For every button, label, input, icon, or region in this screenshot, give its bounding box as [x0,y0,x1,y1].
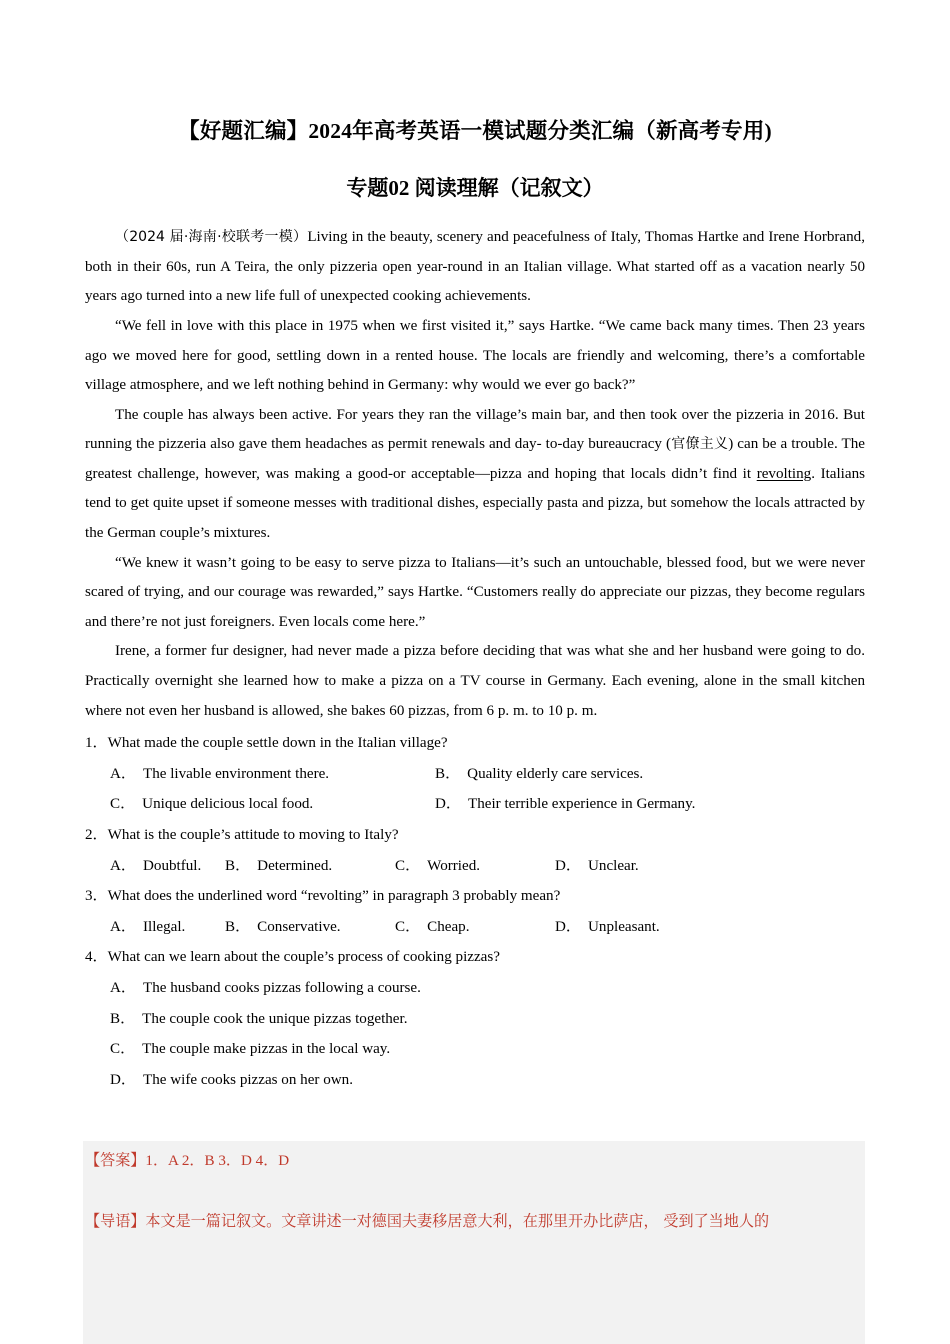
option-letter: A． [110,918,136,935]
question-2-text: What is the couple’s attitude to moving to Italy? [107,827,399,843]
question-2-option-b[interactable] [225,851,395,882]
questions-list [85,728,865,1095]
option-letter: D． [555,918,581,935]
option-text: The couple make pizzas in the local way. [142,1041,391,1058]
guide-block [83,1195,865,1344]
question-4-text: What can we learn about the couple’s process of cooking pizzas? [107,949,500,966]
passage-paragraph-1 [85,223,865,312]
answer-label: 【答案】 [85,1151,146,1169]
question-4-option-b[interactable] [85,1004,865,1035]
option-text: The wife cooks pizzas on her own. [143,1071,353,1088]
option-text: Doubtful. [143,857,202,874]
underlined-word-revolting: revolting [756,465,812,482]
option-letter: D． [555,857,581,874]
passage-paragraph-3 [85,401,865,549]
option-letter: A． [110,765,136,782]
question-3-option-b[interactable] [225,912,395,943]
question-1-option-c[interactable] [85,789,410,820]
option-letter: A． [110,857,136,874]
source-tag: （2024 届·海南·校联考一模） [115,229,308,246]
question-4-option-row-c [85,1034,865,1065]
option-letter: C． [395,918,421,935]
question-1-option-d[interactable] [410,789,735,820]
question-4-option-row-a [85,973,865,1004]
question-3-option-a[interactable] [85,912,225,943]
option-letter: B． [110,1010,136,1027]
document-title: 【好题汇编】2024年高考英语一模试题分类汇编（新高考专用) [178,119,772,143]
question-2 [85,820,865,881]
question-2-option-c[interactable] [395,851,555,882]
question-2-number: 2． [85,827,108,843]
question-3-text: What does the underlined word “revolting” in paragraph 3 probably mean? [107,888,561,905]
option-letter: B． [225,857,251,874]
question-3-options [85,912,865,943]
answer-block [83,1141,865,1195]
option-text: The livable environment there. [143,765,330,782]
question-1-option-row-1 [85,759,865,790]
question-2-option-d[interactable] [555,851,639,882]
option-text: Conservative. [257,918,341,935]
question-1-text: What made the couple settle down in the Italian village? [107,735,448,752]
bureaucracy-gloss: 官僚主义 [671,436,729,453]
question-1-options [85,759,865,820]
question-1-number: 1． [85,735,108,752]
option-text: The couple cook the unique pizzas together. [142,1010,408,1027]
paragraph-1-text: Living in the beauty, scenery and peacefulness of Italy, Thomas Hartke and Irene Horbrand, both in their 60s, run A Teira, the only pizzeria open year-round in an Italian village. What started off as a vacation nearly 50 years ago turned into a new life full of unexpected cooking achievements. [85,229,865,305]
option-text: Unpleasant. [588,918,660,935]
option-text: Unique delicious local food. [142,796,314,813]
option-text: Quality elderly care services. [467,765,644,782]
paragraph-3-part-2: ) can be a trouble. The greatest challenge, however, was making a good-or acceptable—pizza and hoping that locals didn’t find it [85,436,865,482]
question-3-option-d[interactable] [555,912,660,943]
question-2-stem [85,820,865,851]
passage-paragraph-5: Irene, a former fur designer, had never made a pizza before deciding that was what she and her husband were going to do. Practically overnight she learned how to make a pizza on a TV course in Germany. Each evening, alone in the small kitchen where not even her husband is allowed, she bakes 60 pizzas, from 6 p. m. to 10 p. m. [85,643,865,719]
option-text: Determined. [257,857,333,874]
paragraph-3-part-3: . Italians tend to get quite upset if someone messes with traditional dishes, especially pasta and pizza, but somehow the locals attracted by the German couple’s mixtures. [85,465,865,542]
option-text: Their terrible experience in Germany. [468,796,696,813]
option-letter: D． [110,1071,136,1088]
option-text: Cheap. [427,918,470,935]
question-2-option-a[interactable] [85,851,225,882]
question-4-option-c[interactable] [85,1034,865,1065]
question-1-option-b[interactable] [410,759,735,790]
question-1-option-a[interactable] [85,759,410,790]
option-text: The husband cooks pizzas following a course. [143,979,421,996]
question-3-stem [85,881,865,912]
passage-paragraph-2: “We fell in love with this place in 1975 when we first visited it,” says Hartke. “We came back many times. Then 23 years ago we moved here for good, settling down in a rented house. The locals are friendly and welcoming, there’s a comfortable village atmosphere, and we left nothing behind in Germany: why would we ever go back?” [85,317,865,394]
guide-text: 本文是一篇记叙文。文章讲述一对德国夫妻移居意大利，在那里开办比萨店， 受到了当地人的 [145,1212,770,1230]
question-4 [85,942,865,1095]
question-1 [85,728,865,820]
option-letter: D． [435,796,461,813]
question-1-option-row-2 [85,789,865,820]
option-text: Unclear. [588,857,639,874]
option-letter: A． [110,979,136,996]
question-3-option-row [85,912,865,943]
question-4-option-row-d [85,1065,865,1096]
question-2-option-row [85,851,865,882]
question-4-option-row-b [85,1004,865,1035]
passage-paragraph-4: “We knew it wasn’t going to be easy to serve pizza to Italians—it’s such an untouchable, blessed food, but we were never scared of trying, and our courage was rewarded,” says Hartke. “Customers really do appreciate our pizzas, they become regulars and there’re not just foreigners. Even locals come here.” [85,554,865,630]
question-4-options [85,973,865,1095]
paragraph-3-part-1: The couple has always been active. For years they ran the village’s main bar, and then took over the pizzeria in 2016. But running the pizzeria also gave them headaches as permit renewals and day- to-day bureaucracy ( [85,406,865,453]
option-text: Illegal. [143,918,186,935]
question-4-stem [85,942,865,973]
guide-line [83,1195,865,1237]
option-letter: B． [225,918,251,935]
guide-label: 【导语】 [85,1212,146,1230]
option-letter: B． [435,765,461,782]
option-letter: C． [110,796,136,813]
question-3-option-c[interactable] [395,912,555,943]
question-4-option-d[interactable] [85,1065,865,1096]
question-1-stem [85,728,865,759]
question-3 [85,881,865,942]
option-letter: C． [395,857,421,874]
answer-line [83,1141,865,1176]
question-4-number: 4． [85,949,108,966]
question-3-number: 3． [85,888,108,905]
option-text: Worried. [427,857,481,874]
option-letter: C． [110,1041,136,1058]
document-subtitle: 专题02 阅读理解（记叙文） [346,175,604,200]
question-4-option-a[interactable] [85,973,865,1004]
question-2-options [85,851,865,882]
answer-values: 1．A 2．B 3．D 4．D [145,1153,290,1169]
reading-passage [85,223,865,726]
